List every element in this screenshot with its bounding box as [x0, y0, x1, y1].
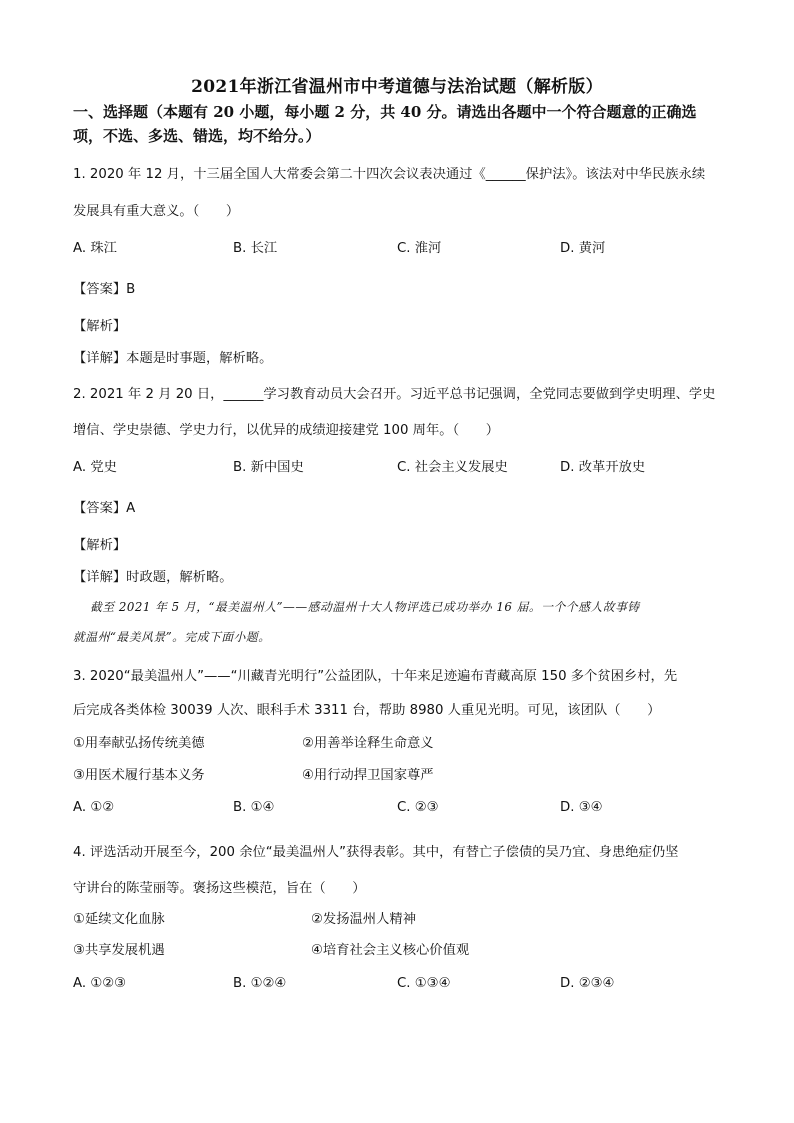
q4-stem-line1: 4. 评选活动开展至今，200 余位“最美温州人”获得表彰。其中，有替亡子偿债的吴乃宜、身患绝症仍坚	[73, 845, 679, 860]
q2-stem-line1: 2. 2021 年 2 月 20 日，______学习教育动员大会召开。习近平总书记强调，全党同志要做到学史明理、学史	[73, 387, 716, 402]
q3-stem-line1: 3. 2020“最美温州人”——“川藏青光明行”公益团队，十年来足迹遍布青藏高原 150 多个贫困乡村，先	[73, 669, 678, 684]
q4-statement-3: ③共享发展机遇	[73, 943, 165, 958]
section-heading-line1: 一、选择题（本题有 20 小题，每小题 2 分，共 40 分。请选出各题中一个符合题意的正确选	[73, 103, 697, 121]
q4-statement-4: ④培育社会主义核心价值观	[311, 943, 470, 958]
q1-detail: 【详解】本题是时事题，解析略。	[73, 351, 273, 366]
q1-analysis: 【解析】	[73, 319, 127, 334]
q4-option-c: C. ①③④	[397, 976, 451, 991]
q2-answer: 【答案】A	[73, 501, 136, 516]
q2-detail: 【详解】时政题，解析略。	[73, 570, 233, 585]
q2-option-b: B. 新中国史	[233, 460, 304, 475]
q3-stem-line2: 后完成各类体检 30039 人次、眼科手术 3311 台，帮助 8980 人重见光明。可见，该团队（ ）	[73, 703, 661, 718]
q3-statement-1: ①用奉献弘扬传统美德	[73, 736, 205, 751]
section-heading-line2: 项，不选、多选、错选，均不给分。）	[73, 127, 321, 145]
q4-stem-line2: 守讲台的陈莹丽等。褒扬这些模范，旨在（ ）	[73, 881, 366, 896]
q3-statement-2: ②用善举诠释生命意义	[302, 736, 434, 751]
q4-option-a: A. ①②③	[73, 976, 127, 991]
q3-option-a: A. ①②	[73, 800, 115, 815]
q1-answer: 【答案】B	[73, 282, 136, 297]
q1-option-c: C. 淮河	[397, 241, 442, 256]
intro-line2: 就温州“最美风景”。完成下面小题。	[73, 630, 271, 644]
q4-option-d: D. ②③④	[560, 976, 615, 991]
q2-option-a: A. 党史	[73, 460, 117, 475]
q3-option-d: D. ③④	[560, 800, 603, 815]
q1-stem-line1: 1. 2020 年 12 月，十三届全国人大常委会第二十四次会议表决通过《______保护法》。该法对中华民族永续	[73, 167, 706, 182]
q1-option-a: A. 珠江	[73, 241, 117, 256]
q1-stem-line2: 发展具有重大意义。（ ）	[73, 204, 240, 219]
q1-option-d: D. 黄河	[560, 241, 606, 256]
q4-statement-2: ②发扬温州人精神	[311, 912, 416, 927]
q3-statement-3: ③用医术履行基本义务	[73, 768, 205, 783]
q4-statement-1: ①延续文化血脉	[73, 912, 165, 927]
q2-option-c: C. 社会主义发展史	[397, 460, 508, 475]
q1-option-b: B. 长江	[233, 241, 278, 256]
q4-option-b: B. ①②④	[233, 976, 287, 991]
q3-option-b: B. ①④	[233, 800, 275, 815]
section-heading	[73, 100, 733, 148]
q2-analysis: 【解析】	[73, 538, 127, 553]
intro-line1: 截至 2021 年 5 月，“最美温州人”——感动温州十大人物评选已成功举办 16 届。一个个感人故事铸	[90, 600, 640, 614]
page-title: 2021年浙江省温州市中考道德与法治试题（解析版）	[191, 77, 603, 97]
q2-stem-line2: 增信、学史崇德、学史力行，以优异的成绩迎接建党 100 周年。（ ）	[73, 423, 500, 438]
q3-option-c: C. ②③	[397, 800, 439, 815]
q3-statement-4: ④用行动捍卫国家尊严	[302, 768, 434, 783]
q2-option-d: D. 改革开放史	[560, 460, 646, 475]
